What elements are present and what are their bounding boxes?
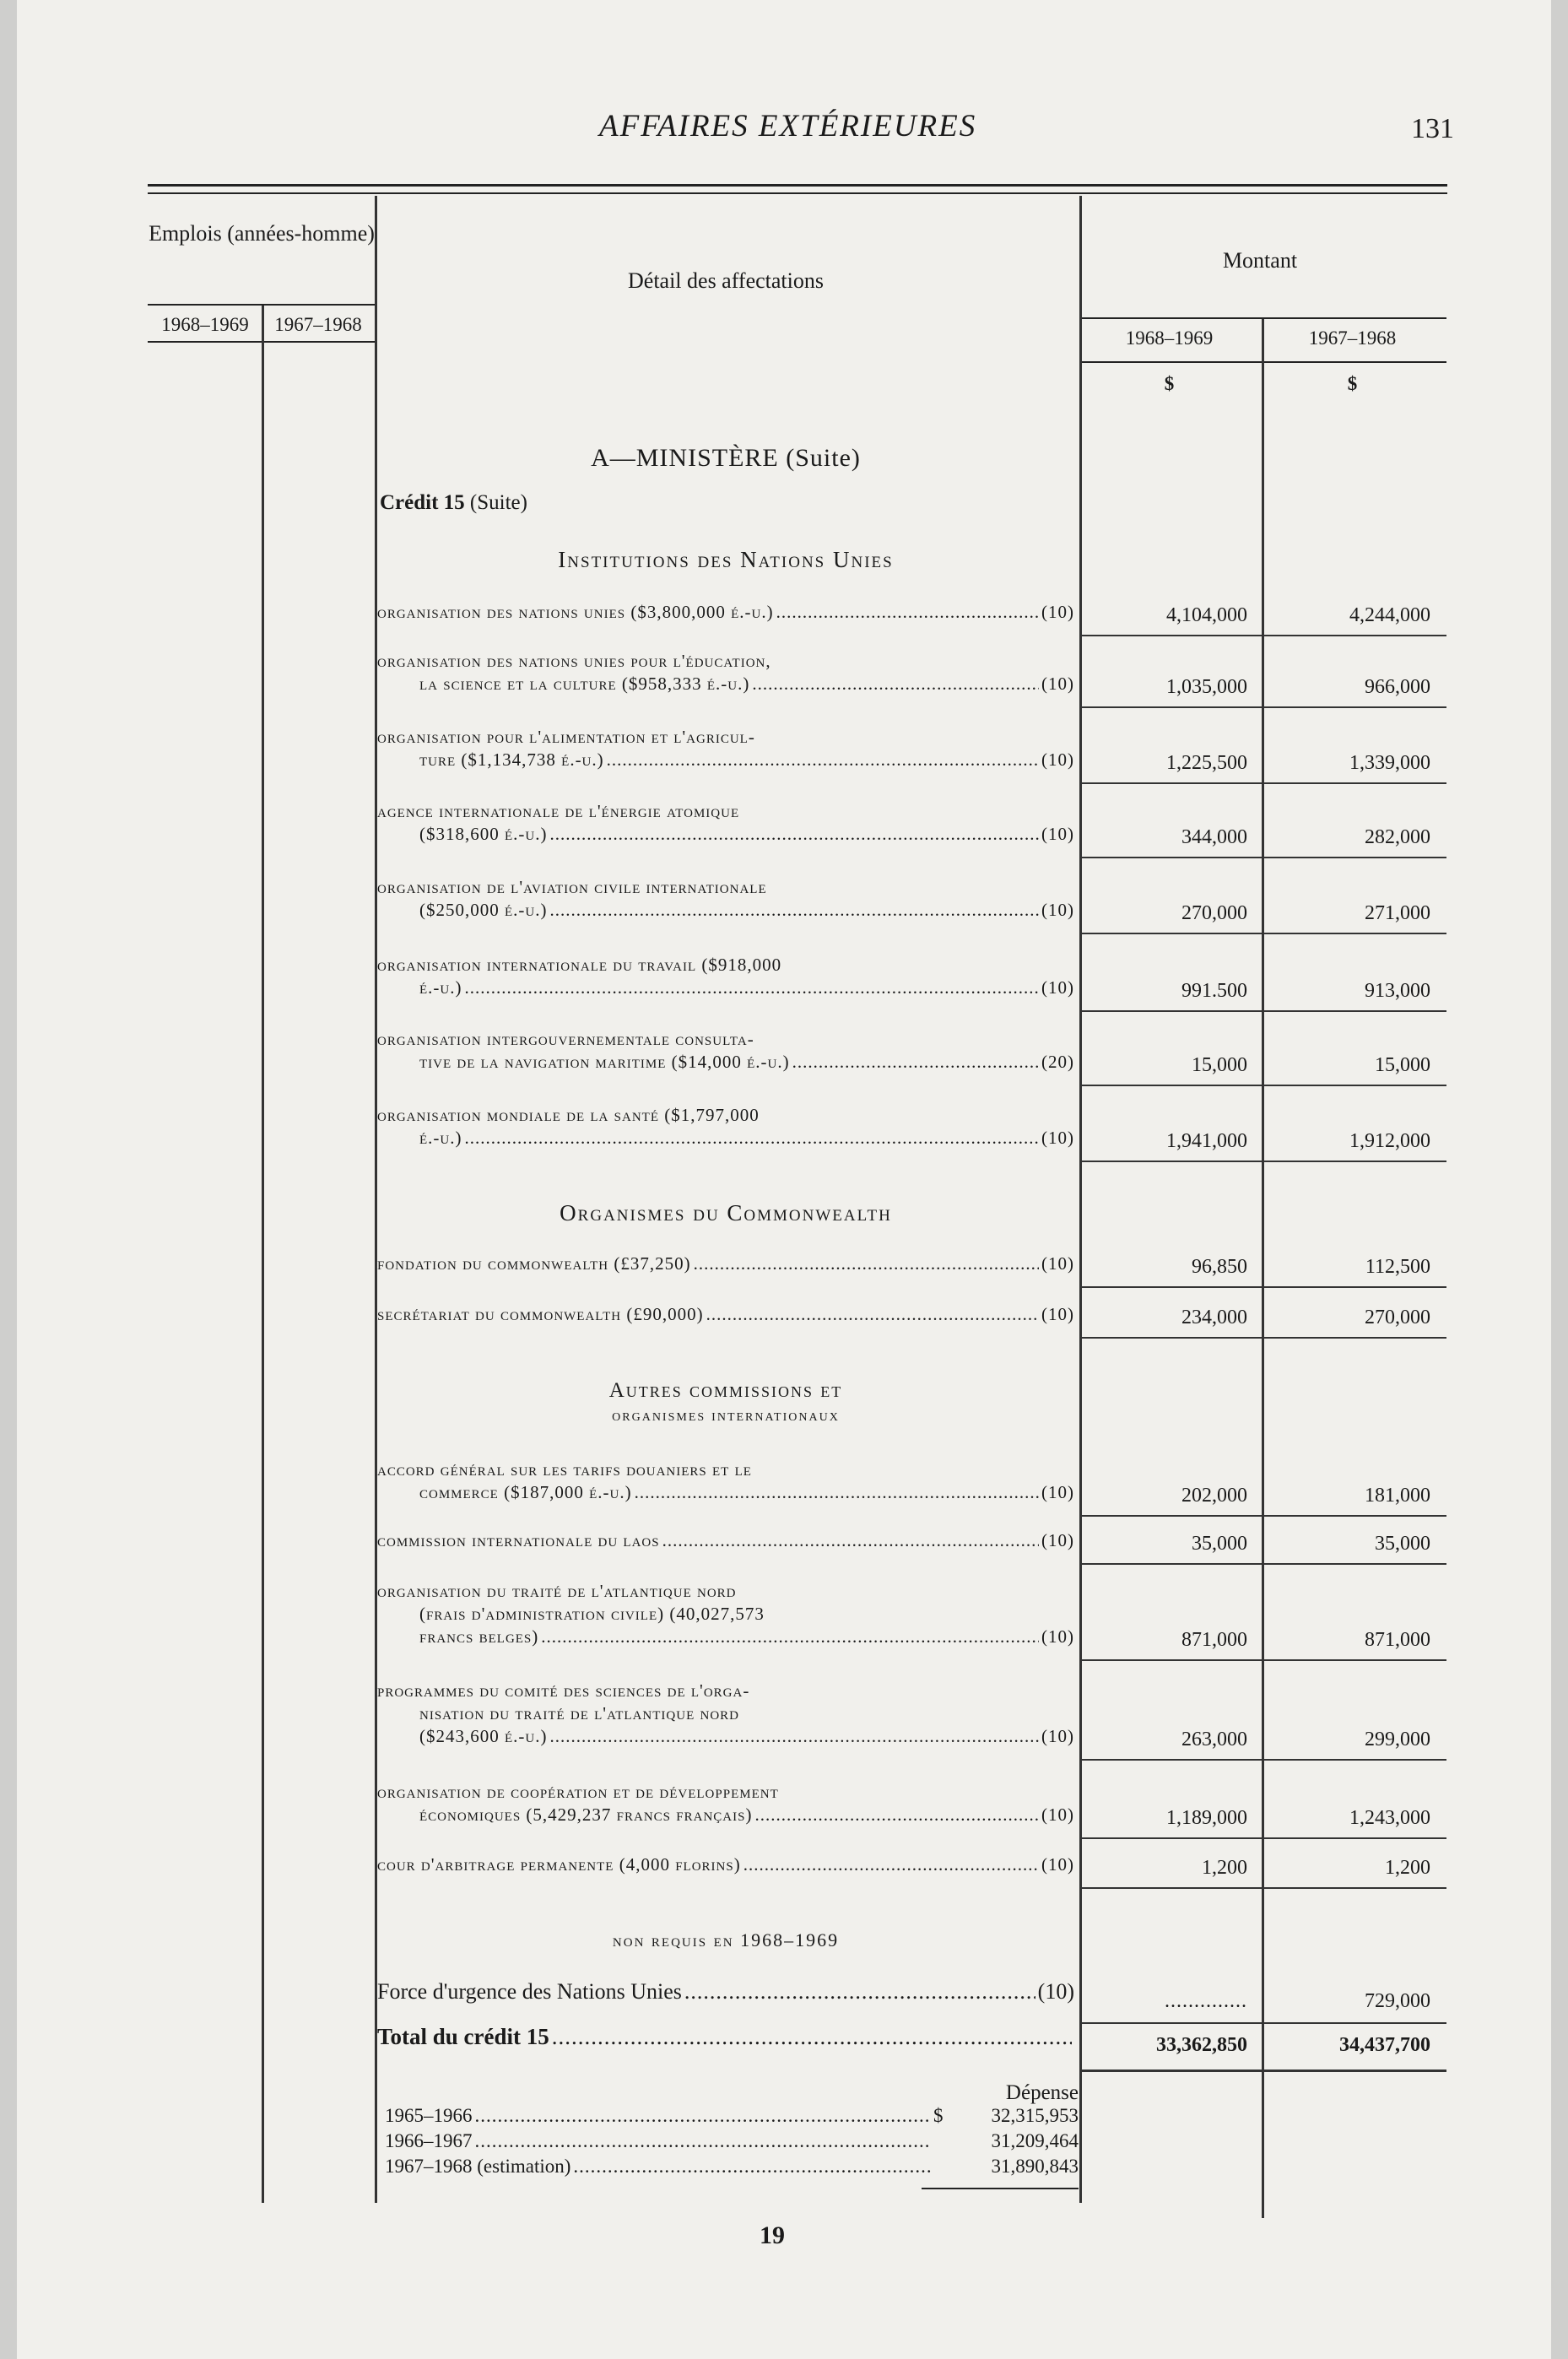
entry-text-line: accord général sur les tarifs douaniers et le (377, 1459, 752, 1480)
leader-dots (635, 1481, 1039, 1504)
total-label: Total du crédit 15 (377, 2024, 549, 2049)
force-code: (10) (1037, 1979, 1074, 2004)
montant-year-1: 1968–1969 (1125, 327, 1214, 349)
allocation-entry (377, 1781, 1074, 1826)
montant-rule-2 (1082, 361, 1446, 363)
leader-dots (684, 1980, 1035, 2003)
amount-1967-1968: 871,000 (1365, 1629, 1430, 1651)
depense-row (385, 2130, 1079, 2152)
allocation-entry (377, 1028, 1074, 1074)
entry-label: ($318,600 é.-u.) (419, 824, 548, 844)
entry-label: fondation du commonwealth (£37,250) (377, 1253, 691, 1274)
amount-1968-1969: 15,000 (1192, 1054, 1247, 1076)
montant-year-2: 1967–1968 (1308, 327, 1397, 349)
footer-page-number: 19 (760, 2221, 785, 2249)
amount-1967-1968: 913,000 (1365, 980, 1430, 1002)
emplois-year-2: 1967–1968 (274, 314, 362, 335)
amount-1967-1968: 1,243,000 (1349, 1807, 1430, 1829)
depense-rule (922, 2188, 1079, 2189)
amount-1968-1969: 35,000 (1192, 1533, 1247, 1555)
entry-text-line: organisation du traité de l'atlantique nord (377, 1581, 737, 1601)
entry-label: ($243,600 é.-u.) (419, 1726, 548, 1746)
entry-code: (10) (1041, 674, 1074, 694)
currency-1: $ (1164, 373, 1175, 394)
currency-2: $ (1347, 373, 1358, 394)
amount-rule (1082, 1887, 1446, 1889)
force-rule (1082, 2022, 1446, 2024)
montant-header: Montant (1222, 248, 1298, 273)
amount-rule (1082, 1837, 1446, 1839)
credit-heading (380, 491, 527, 515)
total-value-1968: 33,362,850 (1156, 2034, 1247, 2056)
amount-rule (1082, 1010, 1446, 1012)
col-divider-1 (262, 306, 264, 2203)
allocation-entry (377, 876, 1074, 922)
leader-dots (754, 1804, 1039, 1826)
amount-1968-1969: 1,941,000 (1166, 1130, 1247, 1152)
amount-1967-1968: 966,000 (1365, 676, 1430, 698)
leader-dots (752, 673, 1039, 695)
depense-row (385, 2156, 1079, 2178)
entry-text-line: programmes du comité des sciences de l'orga- (377, 1680, 750, 1701)
force-label: Force d'urgence des Nations Unies (377, 1979, 682, 2004)
entry-label: tive de la navigation maritime ($14,000 é.-u.) (419, 1052, 790, 1072)
amount-1967-1968: 299,000 (1365, 1729, 1430, 1750)
entry-text-line: (frais d'administration civile) (40,027,573 (419, 1604, 765, 1624)
allocation-entry (377, 1303, 1074, 1326)
entry-code: (10) (1041, 1482, 1074, 1502)
depense-year: 1966–1967 (385, 2130, 473, 2151)
depense-currency: $ (933, 2105, 944, 2126)
amount-rule (1082, 1085, 1446, 1086)
entry-code: (20) (1041, 1052, 1074, 1072)
entry-label: secrétariat du commonwealth (£90,000) (377, 1304, 704, 1324)
col-divider-4 (1262, 319, 1264, 2218)
amount-rule (1082, 1759, 1446, 1761)
amount-rule (1082, 1286, 1446, 1288)
top-rule (148, 184, 1447, 187)
amount-1968-1969: 234,000 (1181, 1307, 1247, 1328)
page-number: 131 (1411, 113, 1454, 144)
leader-dots (776, 601, 1039, 624)
amount-1968-1969: 1,035,000 (1166, 676, 1247, 698)
leader-dots (464, 1127, 1039, 1150)
col-divider-2 (375, 196, 377, 2203)
leader-dots (662, 1529, 1039, 1552)
allocation-entry (377, 1253, 1074, 1275)
leader-dots (607, 749, 1039, 771)
entry-code: (10) (1041, 1854, 1074, 1875)
amount-1967-1968: 4,244,000 (1349, 604, 1430, 626)
amount-1967-1968: 270,000 (1365, 1307, 1430, 1328)
amount-rule (1082, 706, 1446, 708)
leader-dots (475, 2105, 932, 2127)
allocation-entry (377, 1680, 1074, 1748)
depense-amount: 32,315,953 (991, 2105, 1079, 2126)
leader-dots (549, 823, 1039, 846)
amount-1968-1969: 202,000 (1181, 1485, 1247, 1507)
amount-rule (1082, 933, 1446, 934)
col-divider-3 (1079, 196, 1082, 2203)
entry-code: (10) (1041, 749, 1074, 770)
entry-code: (10) (1041, 602, 1074, 622)
entry-label: cour d'arbitrage permanente (4,000 florins) (377, 1854, 741, 1875)
leader-dots (694, 1253, 1039, 1275)
entry-code: (10) (1041, 1626, 1074, 1647)
amount-1968-1969: 4,104,000 (1166, 604, 1247, 626)
amount-rule (1082, 1563, 1446, 1565)
amount-1967-1968: 1,200 (1385, 1857, 1430, 1879)
entry-text-line: organisation mondiale de la santé ($1,797,000 (377, 1105, 760, 1125)
leader-dots (549, 899, 1039, 922)
group-non-requis: non requis en 1968–1969 (612, 1929, 840, 1951)
group-autres-1: Autres commissions et (608, 1379, 843, 1402)
leader-dots (552, 2026, 1072, 2048)
amount-1968-1969: 263,000 (1181, 1729, 1247, 1750)
amount-1967-1968: 1,339,000 (1349, 752, 1430, 774)
section-title: A—MINISTÈRE (Suite) (591, 444, 861, 472)
entry-text-line: agence internationale de l'énergie atomique (377, 801, 740, 821)
amount-1968-1969: 1,189,000 (1166, 1807, 1247, 1829)
amount-rule (1082, 635, 1446, 636)
amount-1967-1968: 271,000 (1365, 902, 1430, 924)
allocation-entry (377, 1104, 1074, 1150)
depense-amount: 31,890,843 (991, 2156, 1079, 2177)
leader-dots (792, 1051, 1039, 1074)
entry-text-line: organisation de coopération et de développement (377, 1782, 779, 1802)
entry-code: (10) (1041, 1804, 1074, 1825)
emplois-year-1: 1968–1969 (161, 314, 249, 335)
detail-header: Détail des affectations (628, 268, 824, 293)
amount-1968-1969: 344,000 (1181, 826, 1247, 848)
entry-text-line: organisation intergouvernementale consulta- (377, 1029, 754, 1049)
group-un: Institutions des Nations Unies (558, 547, 894, 572)
entry-code: (10) (1041, 900, 1074, 920)
entry-code: (10) (1041, 1128, 1074, 1148)
leader-dots (475, 2130, 932, 2152)
leader-dots (706, 1303, 1039, 1326)
amount-1968-1969: 96,850 (1192, 1256, 1247, 1278)
depense-amount: 31,209,464 (991, 2130, 1079, 2151)
amount-1968-1969: 270,000 (1181, 902, 1247, 924)
amount-1967-1968: 181,000 (1365, 1485, 1430, 1507)
entry-label: francs belges) (419, 1626, 539, 1647)
force-value-1968: .............. (1165, 1990, 1247, 2012)
leader-dots (573, 2156, 931, 2178)
entry-label: ($250,000 é.-u.) (419, 900, 548, 920)
allocation-entry (377, 800, 1074, 846)
amount-rule (1082, 1659, 1446, 1661)
credit-suffix: (Suite) (469, 491, 527, 514)
amount-1968-1969: 871,000 (1181, 1629, 1247, 1651)
entry-label: é.-u.) (419, 977, 462, 998)
group-autres-2: organismes internationaux (612, 1406, 840, 1425)
total-value-1967: 34,437,700 (1339, 2034, 1430, 2056)
amount-1967-1968: 282,000 (1365, 826, 1430, 848)
amount-1967-1968: 35,000 (1375, 1533, 1430, 1555)
entry-code: (10) (1041, 1726, 1074, 1746)
entry-label: ture ($1,134,738 é.-u.) (419, 749, 604, 770)
amount-rule (1082, 1337, 1446, 1339)
montant-rule (1082, 317, 1446, 319)
entry-text-line: nisation du traité de l'atlantique nord (419, 1703, 739, 1723)
force-value-1967: 729,000 (1365, 1990, 1430, 2012)
depense-row (385, 2105, 1079, 2127)
allocation-entry (377, 1853, 1074, 1876)
total-row (377, 2026, 1074, 2048)
amount-rule (1082, 857, 1446, 858)
amount-rule (1082, 1161, 1446, 1162)
leader-dots (549, 1725, 1039, 1748)
allocation-entry (377, 1458, 1074, 1504)
amount-1967-1968: 1,912,000 (1349, 1130, 1430, 1152)
document-page (17, 0, 1551, 2359)
emplois-header: Emplois (années-homme) (149, 221, 375, 246)
entry-label: la science et la culture ($958,333 é.-u.) (419, 674, 750, 694)
force-row (377, 1980, 1074, 2003)
leader-dots (464, 977, 1039, 999)
entry-label: organisation des nations unies ($3,800,000 é.-u.) (377, 602, 774, 622)
amount-1967-1968: 15,000 (1375, 1054, 1430, 1076)
credit-label: Crédit 15 (380, 491, 465, 514)
entry-label: commission internationale du laos (377, 1530, 660, 1550)
allocation-entry (377, 1580, 1074, 1648)
amount-1967-1968: 112,500 (1365, 1256, 1430, 1278)
total-rule (1082, 2070, 1446, 2072)
entry-code: (10) (1041, 1304, 1074, 1324)
amount-rule (1082, 1515, 1446, 1517)
amount-1968-1969: 1,200 (1202, 1857, 1247, 1879)
running-title: AFFAIRES EXTÉRIEURES (599, 109, 977, 143)
leader-dots (743, 1853, 1039, 1876)
entry-label: é.-u.) (419, 1128, 462, 1148)
depense-header: Dépense (1005, 2081, 1079, 2104)
entry-text-line: organisation internationale du travail ($918,000 (377, 955, 782, 975)
allocation-entry (377, 601, 1074, 624)
leader-dots (541, 1626, 1039, 1648)
amount-rule (1082, 782, 1446, 784)
depense-year: 1965–1966 (385, 2105, 473, 2126)
entry-text-line: organisation pour l'alimentation et l'agricul- (377, 727, 755, 747)
entry-code: (10) (1041, 1253, 1074, 1274)
entry-text-line: organisation des nations unies pour l'éducation, (377, 651, 771, 671)
entry-label: commerce ($187,000 é.-u.) (419, 1482, 632, 1502)
entry-label: économiques (5,429,237 francs français) (419, 1804, 753, 1825)
top-rule-2 (148, 192, 1447, 194)
allocation-entry (377, 650, 1074, 695)
group-commonwealth: Organismes du Commonwealth (560, 1200, 892, 1225)
allocation-entry (377, 954, 1074, 999)
entry-code: (10) (1041, 1530, 1074, 1550)
amount-1968-1969: 991.500 (1181, 980, 1247, 1002)
amount-1968-1969: 1,225,500 (1166, 752, 1247, 774)
depense-year: 1967–1968 (estimation) (385, 2156, 571, 2177)
allocation-entry (377, 1529, 1074, 1552)
entry-code: (10) (1041, 824, 1074, 844)
allocation-entry (377, 726, 1074, 771)
entry-text-line: organisation de l'aviation civile internationale (377, 877, 767, 897)
entry-code: (10) (1041, 977, 1074, 998)
